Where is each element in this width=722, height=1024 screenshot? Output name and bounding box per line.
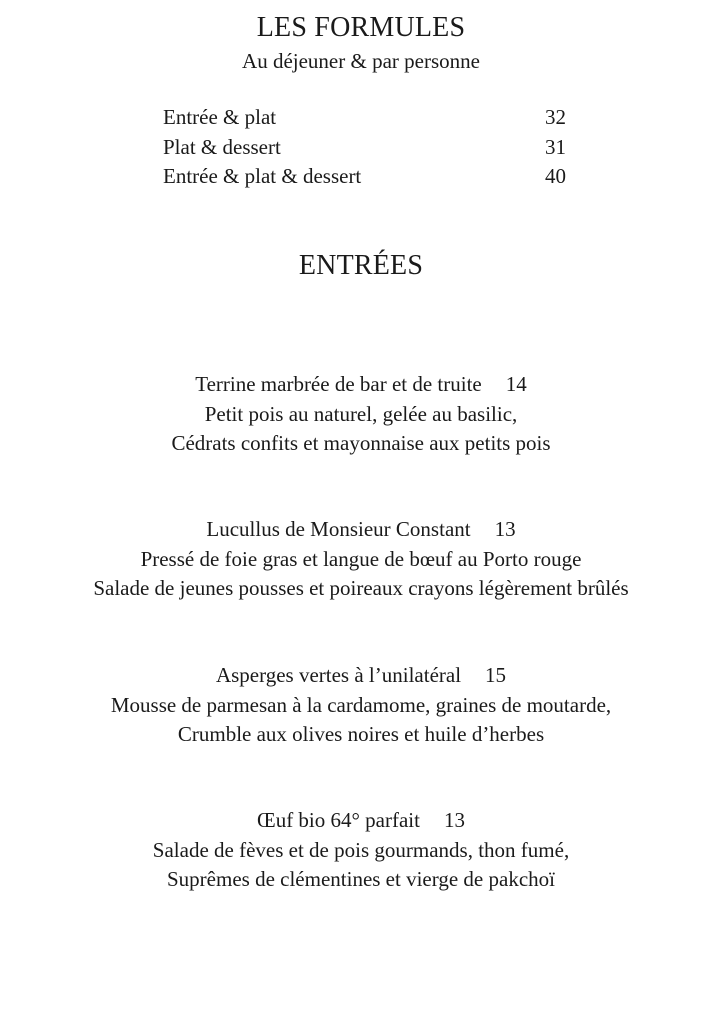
dish-description-line: Salade de jeunes pousses et poireaux crayons légèrement brûlés <box>93 576 629 600</box>
dish-description-line: Petit pois au naturel, gelée au basilic, <box>204 401 518 426</box>
formule-row <box>163 103 566 133</box>
formules-title: LES FORMULES <box>256 12 466 43</box>
dish-description-line: Crumble aux olives noires et huile d’herbes <box>177 722 545 746</box>
dish-header <box>0 806 722 836</box>
dish-item <box>0 661 722 750</box>
dish-description-line: Suprêmes de clémentines et vierge de pakchoï <box>167 867 555 891</box>
dish-price: 13 <box>443 808 465 832</box>
dish-price: 15 <box>485 663 507 687</box>
dish-name: Lucullus de Monsieur Constant <box>206 517 471 541</box>
dish-price: 13 <box>494 517 516 541</box>
dish-item <box>0 370 722 459</box>
dish-header <box>0 370 722 400</box>
formule-label: Plat & dessert <box>163 134 281 159</box>
formule-label: Entrée & plat & dessert <box>163 164 362 188</box>
dish-name: Terrine marbrée de bar et de truite <box>195 372 482 396</box>
dish-description-line: Pressé de foie gras et langue de bœuf au Porto rouge <box>140 546 582 571</box>
formules-subtitle: Au déjeuner & par personne <box>242 49 480 73</box>
dish-description-line: Salade de fèves et de pois gourmands, thon fumé, <box>152 837 570 862</box>
formule-row <box>163 133 566 163</box>
dish-description-line: Cédrats confits et mayonnaise aux petits pois <box>171 431 551 455</box>
formules-list <box>163 103 566 192</box>
dish-item <box>0 515 722 604</box>
dish-header <box>0 661 722 691</box>
entrees-title: ENTRÉES <box>298 250 424 281</box>
formule-price: 31 <box>545 134 566 159</box>
formule-row <box>163 162 566 192</box>
dish-header <box>0 515 722 545</box>
dish-description-line: Mousse de parmesan à la cardamome, graines de moutarde, <box>110 692 612 717</box>
formule-price: 40 <box>545 164 566 188</box>
dish-name: Œuf bio 64° parfait <box>257 808 420 832</box>
formule-price: 32 <box>545 105 566 129</box>
formule-label: Entrée & plat <box>163 105 277 129</box>
dish-name: Asperges vertes à l’unilatéral <box>215 663 462 687</box>
dish-item <box>0 806 722 895</box>
dish-price: 14 <box>505 372 527 396</box>
